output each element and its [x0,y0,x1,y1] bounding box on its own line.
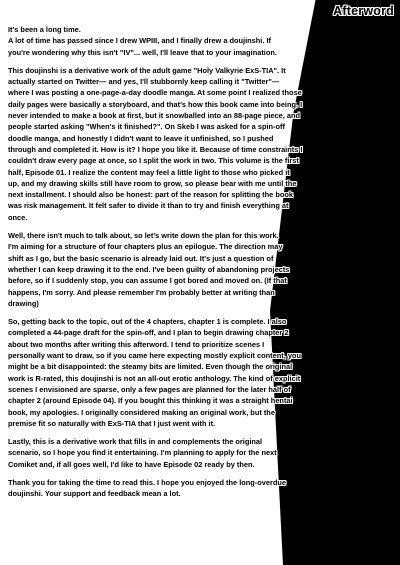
text-line: completed a 44-page draft for the spin-off, and I plan to begin drawing chapter 2 [8,328,289,338]
text-line: half, Episode 01. I realize the content may feel a little light to those who picked it [8,167,290,177]
text-line: where I was posting a one-page-a-day doodle manga. At some point I realized those [8,88,302,98]
paragraph-origin [8,65,386,223]
text-line: you're wondering why this isn't "IV"... well, I'll leave that to your imagination. [8,47,277,57]
text-line: through and completed it. How is it? I hope you like it. Because of time constraints I [8,144,303,154]
text-line: doodle manga, and honestly I didn't want to leave it unfinished, so I pushed [8,133,274,143]
text-line: actually started on Twitter— and yes, I'll stubbornly keep calling it "Twitter"— [8,77,280,87]
text-line: shift as I go, but the basic scenario is already laid out. It's just a question of [8,253,274,263]
text-line: next installment. I should also be honest: part of the reason for splitting the book [8,190,293,200]
text-line: couldn't draw every page at once, so I split the work in two. This volume is the first [8,156,299,166]
text-line: book, my apologies. I originally considered making an original work, but the [8,407,275,417]
page-title: Afterword [333,4,394,18]
text-line: might be a bit disappointed: the steamy bits are limited. Even though the original [8,362,293,372]
text-line: drawing) [8,298,39,308]
text-line: doujinshi. Your support and feedback mean a lot. [8,489,181,499]
text-line: whether I can keep drawing it to the end. I've been guilty of abandoning projects [8,264,290,274]
text-line: work is R-rated, this doujinshi is not an all-out erotic anthology. The kind of explicit [8,373,301,383]
text-line: Comiket and, if all goes well, I'd like to have Episode 02 ready by then. [8,459,255,469]
text-line: Thank you for taking the time to read this. I hope you enjoyed the long-overdue [8,477,286,487]
text-line: I'm aiming for a structure of four chapters plus an epilogue. The direction may [8,242,283,252]
text-line: before, so if I suddenly stop, you can assume I got bored and moved on. (If that [8,276,287,286]
text-line: A lot of time has passed since I drew WPIII, and I finally drew a doujinshi. If [8,36,271,46]
text-line: people started asking "When's it finished?". On Skeb I was asked for a spin-off [8,122,285,132]
paragraph-lastly [8,436,386,470]
text-line: personally want to draw, so if you came here expecting mostly explicit content, you [8,351,301,361]
text-line: about two months after writing this afterword. I tend to prioritize scenes I [8,339,265,349]
text-line: This doujinshi is a derivative work of the adult game "Holy Valkyrie ExS-TIA". It [8,65,286,75]
text-line: premise fit so naturally with ExS-TIA that I just went with it. [8,418,216,428]
paragraph-thanks [8,477,386,500]
text-line: happens, I'm sorry. And please remember I'm probably better at writing than [8,287,275,297]
text-line: Well, there isn't much to talk about, so let's write down the plan for this work. [8,231,279,241]
text-line: scenario, so I hope you find it entertaining. I'm planning to apply for the next [8,448,277,458]
text-line: Lastly, this is a derivative work that fills in and complements the original [8,437,263,447]
text-line: was risk management. It felt safer to divide it than to try and finish everything at [8,201,289,211]
text-line: scenes I envisioned are sparse, only a few pages are planned for the later half of [8,384,291,394]
text-line: never intended to make a book at first, but it snowballed into an 88-page piece, and [8,111,300,121]
paragraph-chapters [8,316,386,429]
paragraph-plan [8,230,386,309]
paragraph-intro [8,24,386,58]
text-line: It's been a long time. [8,25,81,34]
text-line: So, getting back to the topic, out of the 4 chapters, chapter 1 is complete. I also [8,317,287,327]
text-line: daily pages were basically a storyboard, and that's how this book came into being. I [8,99,303,109]
afterword-body [0,24,400,507]
text-line: up, and my drawing skills still have room to grow, so please bear with me until the [8,178,297,188]
text-line: once. [8,212,28,222]
text-line: chapter 2 (around Episode 04). If you bought this thinking it was a straight hentai [8,396,293,406]
